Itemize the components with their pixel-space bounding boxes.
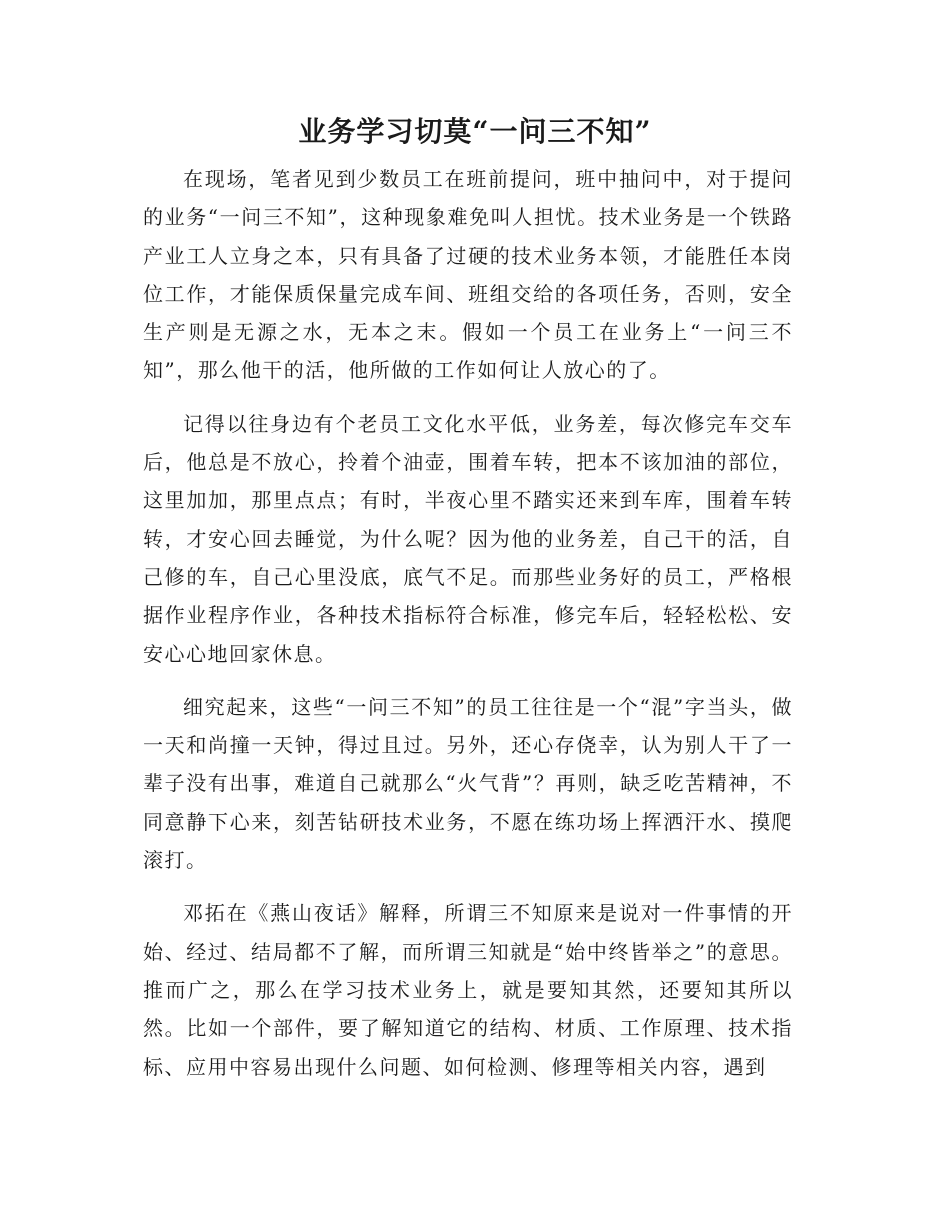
paragraph-2: 记得以往身边有个老员工文化水平低，业务差，每次修完车交车后，他总是不放心，拎着个油壶，围着车转，把本不该加油的部位，这里加加，那里点点；有时，半夜心里不踏实还来到车库，围着车转转，才安心回去睡觉，为什么呢？因为他的业务差，自己干的活，自己修的车，自己心里没底，底气不足。而那些业务好的员工，严格根据作业程序作业，各种技术指标符合标准，修完车后，轻轻松松、安安心心地回家休息。: [143, 411, 793, 666]
document-title: 业务学习切莫“一问三不知”: [298, 115, 652, 148]
paragraph-4: 邓拓在《燕山夜话》解释，所谓三不知原来是说对一件事情的开始、经过、结局都不了解，而所谓三知就是“始中终皆举之”的意思。推而广之，那么在学习技术业务上，就是要知其然，还要知其所以然。比如一个部件，要了解知道它的结构、材质、工作原理、技术指标、应用中容易出现什么问题、如何检测、修理等相关内容，遇到: [143, 901, 793, 1079]
paragraph-3: 细究起来，这些“一问三不知”的员工往往是一个“混”字当头，做一天和尚撞一天钟，得过且过。另外，还心存侥幸，认为别人干了一辈子没有出事，难道自己就那么“火气背”？再则，缺乏吃苦精神，不同意静下心来，刻苦钻研技术业务，不愿在练功场上挥洒汗水、摸爬滚打。: [143, 694, 793, 873]
paragraph-1: 在现场，笔者见到少数员工在班前提问，班中抽问中，对于提问的业务“一问三不知”，这种现象难免叫人担忧。技术业务是一个铁路产业工人立身之本，只有具备了过硬的技术业务本领，才能胜任本岗位工作，才能保质保量完成车间、班组交给的各项任务，否则，安全生产则是无源之水，无本之末。假如一个员工在业务上“一问三不知”，那么他干的活，他所做的工作如何让人放心的了。: [143, 167, 793, 383]
document-body: [143, 160, 793, 1101]
